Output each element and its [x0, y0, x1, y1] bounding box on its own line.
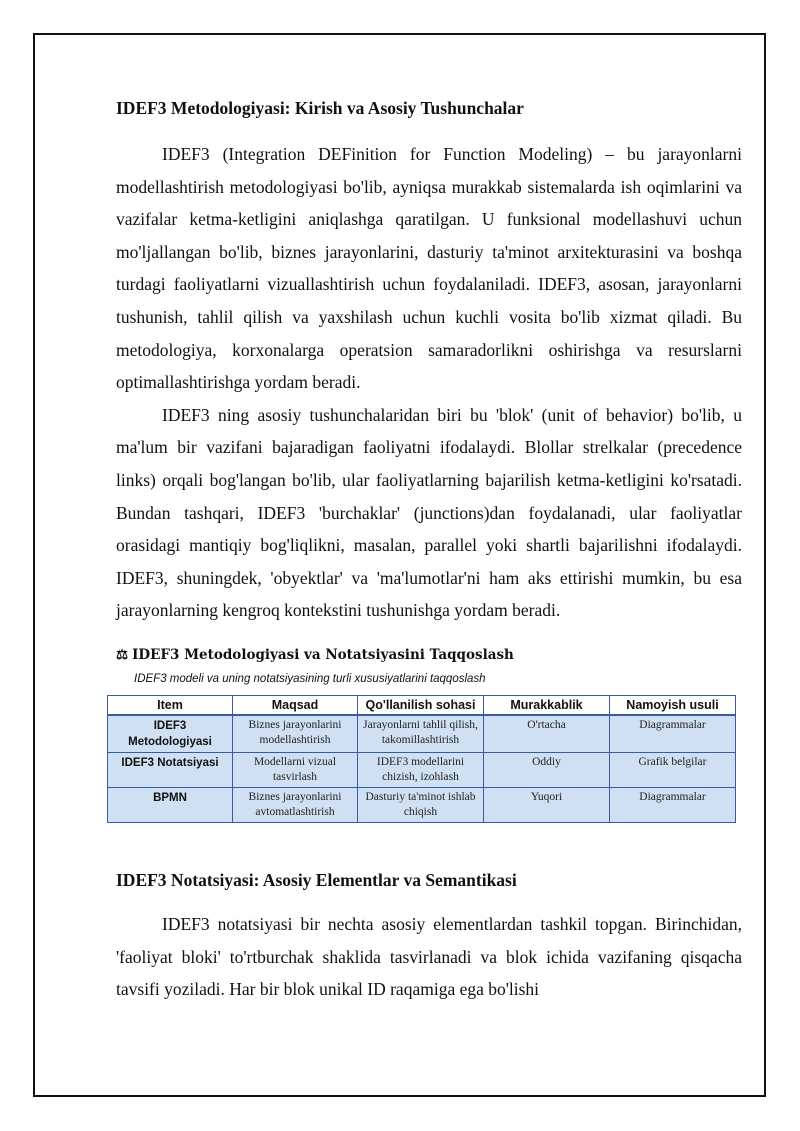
table-cell: Grafik belgilar	[610, 752, 736, 787]
column-header: Namoyish usuli	[610, 695, 736, 715]
table-cell: IDEF3 Metodologiyasi	[108, 715, 233, 753]
document-content	[116, 96, 742, 1006]
table-cell: Modellarni vizual tasvirlash	[233, 752, 358, 787]
comparison-table	[107, 695, 736, 823]
table-title	[116, 645, 742, 665]
table-cell: Yuqori	[484, 787, 610, 822]
table-cell: BPMN	[108, 787, 233, 822]
table-cell: Dasturiy ta'minot ishlab chiqish	[358, 787, 484, 822]
column-header: Item	[108, 695, 233, 715]
section-1-paragraph-1: IDEF3 (Integration DEFinition for Function Modeling) – bu jarayonlarni modellashtirish metodologiyasi bo'lib, ayniqsa murakkab sistemalarda ish oqimlarini va vazifalar ketma-ketligini aniqlashga qaratilgan. U funksional modellashuvi uchun mo'ljallangan bo'lib, biznes jarayonlarini, dasturiy ta'minot arxitekturasini va boshqa turdagi faoliyatlarni vizuallashtirish uchun foydalaniladi. IDEF3, asosan, jarayonlarni tushunish, tahlil qilish va yaxshilash uchun kuchli vosita bo'lib xizmat qiladi. Bu metodologiya, korxonalarga operatsion samaradorlikni oshirishga va resurslarni optimallashtirishga yordam beradi.	[116, 144, 742, 393]
section-2-paragraph-1: IDEF3 notatsiyasi bir nechta asosiy elementlardan tashkil topgan. Birinchidan, 'faoliyat bloki' to'rtburchak shaklida tasvirlanadi va blok ichida vazifaning qisqacha tavsifi yoziladi. Har bir blok unikal ID raqamiga ega bo'lishi	[116, 913, 742, 1000]
scales-icon: ⚖	[116, 646, 129, 663]
table-cell: IDEF3 modellarini chizish, izohlash	[358, 752, 484, 787]
column-header: Maqsad	[233, 695, 358, 715]
table-caption: IDEF3 modeli va uning notatsiyasining turli xususiyatlarini taqqoslash	[134, 672, 486, 685]
table-cell: O'rtacha	[484, 715, 610, 753]
table-row	[108, 715, 736, 753]
section-1-title: IDEF3 Metodologiyasi: Kirish va Asosiy Tushunchalar	[116, 98, 524, 118]
table-cell: Jarayonlarni tahlil qilish, takomillashtirish	[358, 715, 484, 753]
column-header: Murakkablik	[484, 695, 610, 715]
table-cell: IDEF3 Notatsiyasi	[108, 752, 233, 787]
table-row	[108, 787, 736, 822]
table-row	[108, 752, 736, 787]
table-header-row	[108, 695, 736, 715]
table-cell: Diagrammalar	[610, 787, 736, 822]
section-1-paragraph-2: IDEF3 ning asosiy tushunchalaridan biri bu 'blok' (unit of behavior) bo'lib, u ma'lum bir vazifani bajaradigan faoliyatni ifodalaydi. Blollar strelkalar (precedence links) orqali bog'langan bo'lib, ular faoliyatlarning bajarilish ketma-ketligini ko'rsatadi. Bundan tashqari, IDEF3 'burchaklar' (junctions)dan foydalanadi, ular faoliyatlar orasidagi mantiqiy bog'liqlikni, masalan, parallel yoki shartli bajarilishni ifodalaydi. IDEF3, shuningdek, 'obyektlar' va 'ma'lumotlar'ni ham aks ettirishi mumkin, bu esa jarayonlarning kengroq kontekstini tushunishga yordam beradi.	[116, 404, 742, 621]
table-title-text: IDEF3 Metodologiyasi va Notatsiyasini Taqqoslash	[132, 646, 514, 663]
table-cell: Oddiy	[484, 752, 610, 787]
section-2-title: IDEF3 Notatsiyasi: Asosiy Elementlar va Semantikasi	[116, 869, 517, 890]
column-header: Qo'llanilish sohasi	[358, 695, 484, 715]
table-cell: Biznes jarayonlarini modellashtirish	[233, 715, 358, 753]
table-cell: Biznes jarayonlarini avtomatlashtirish	[233, 787, 358, 822]
table-cell: Diagrammalar	[610, 715, 736, 753]
